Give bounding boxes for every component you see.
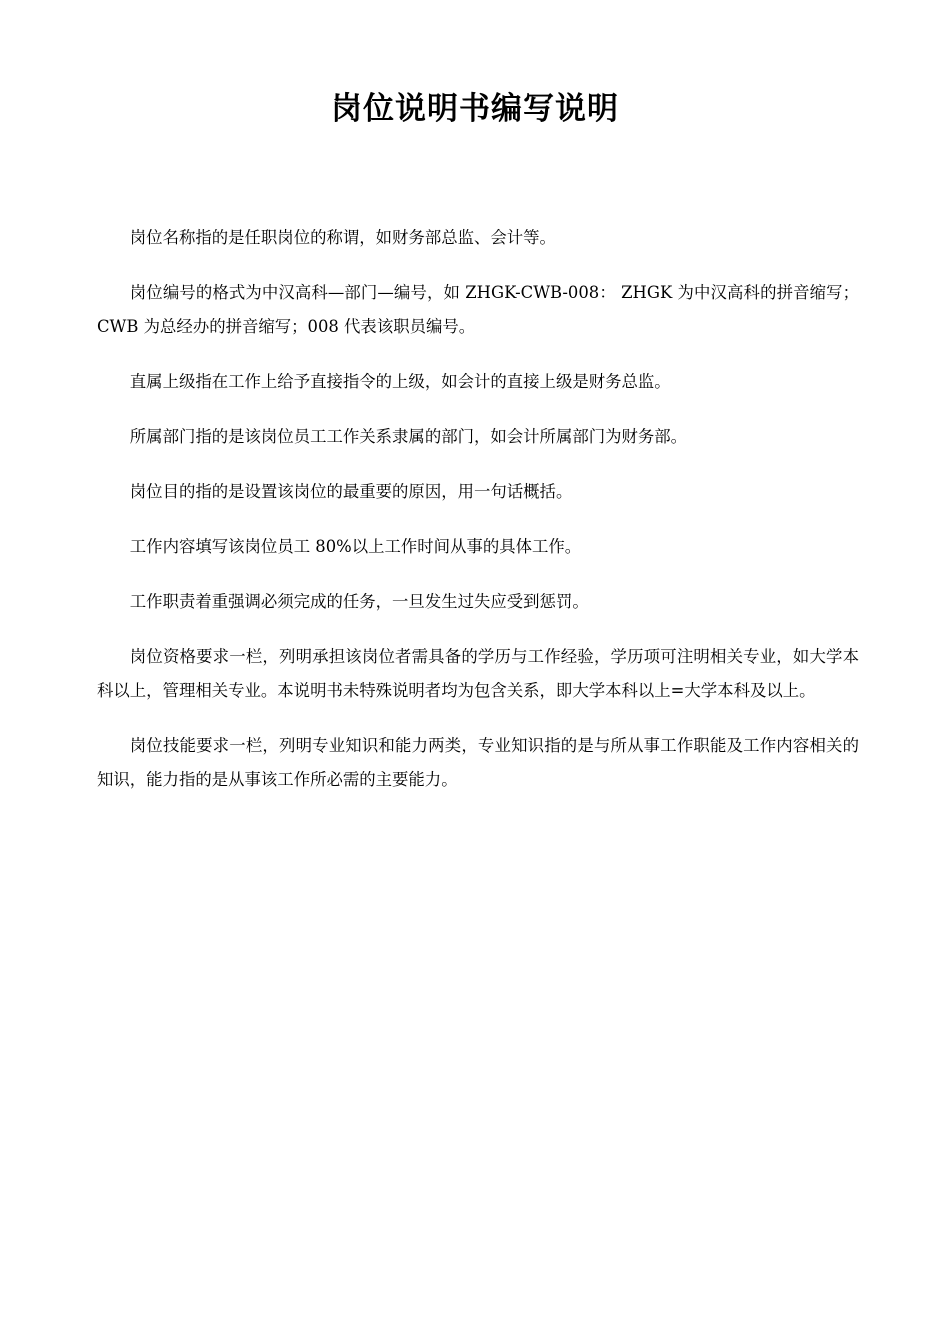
paragraph-work-duties: 工作职责着重强调必须完成的任务，一旦发生过失应受到惩罚。	[129, 592, 589, 611]
paragraph-skill-requirements: 岗位技能要求一栏，列明专业知识和能力两类，专业知识指的是与所从事工作职能及工作内容相关的知识，能力指的是从事该工作所必需的主要能力。	[97, 736, 859, 789]
paragraph-department: 所属部门指的是该岗位员工工作关系隶属的部门，如会计所属部门为财务部。	[129, 427, 688, 446]
paragraph-direct-superior: 直属上级指在工作上给予直接指令的上级，如会计的直接上级是财务总监。	[129, 372, 671, 391]
document-title: 岗位说明书编写说明	[331, 91, 619, 127]
paragraph-position-purpose: 岗位目的指的是设置该岗位的最重要的原因，用一句话概括。	[129, 482, 573, 501]
paragraph-position-name: 岗位名称指的是任职岗位的称谓，如财务部总监、会计等。	[129, 228, 556, 247]
document-body	[97, 221, 859, 818]
paragraph-position-number: 岗位编号的格式为中汉高科—部门—编号，如 ZHGK-CWB-008： ZHGK 为中汉高科的拼音缩写；CWB 为总经办的拼音缩写；008 代表该职员编号。	[97, 283, 859, 336]
paragraph-work-content: 工作内容填写该岗位员工 80%以上工作时间从事的具体工作。	[129, 537, 582, 556]
paragraph-qualification-requirements: 岗位资格要求一栏，列明承担该岗位者需具备的学历与工作经验，学历项可注明相关专业，如大学本科以上，管理相关专业。本说明书未特殊说明者均为包含关系，即大学本科以上=大学本科及以上。	[97, 647, 859, 700]
